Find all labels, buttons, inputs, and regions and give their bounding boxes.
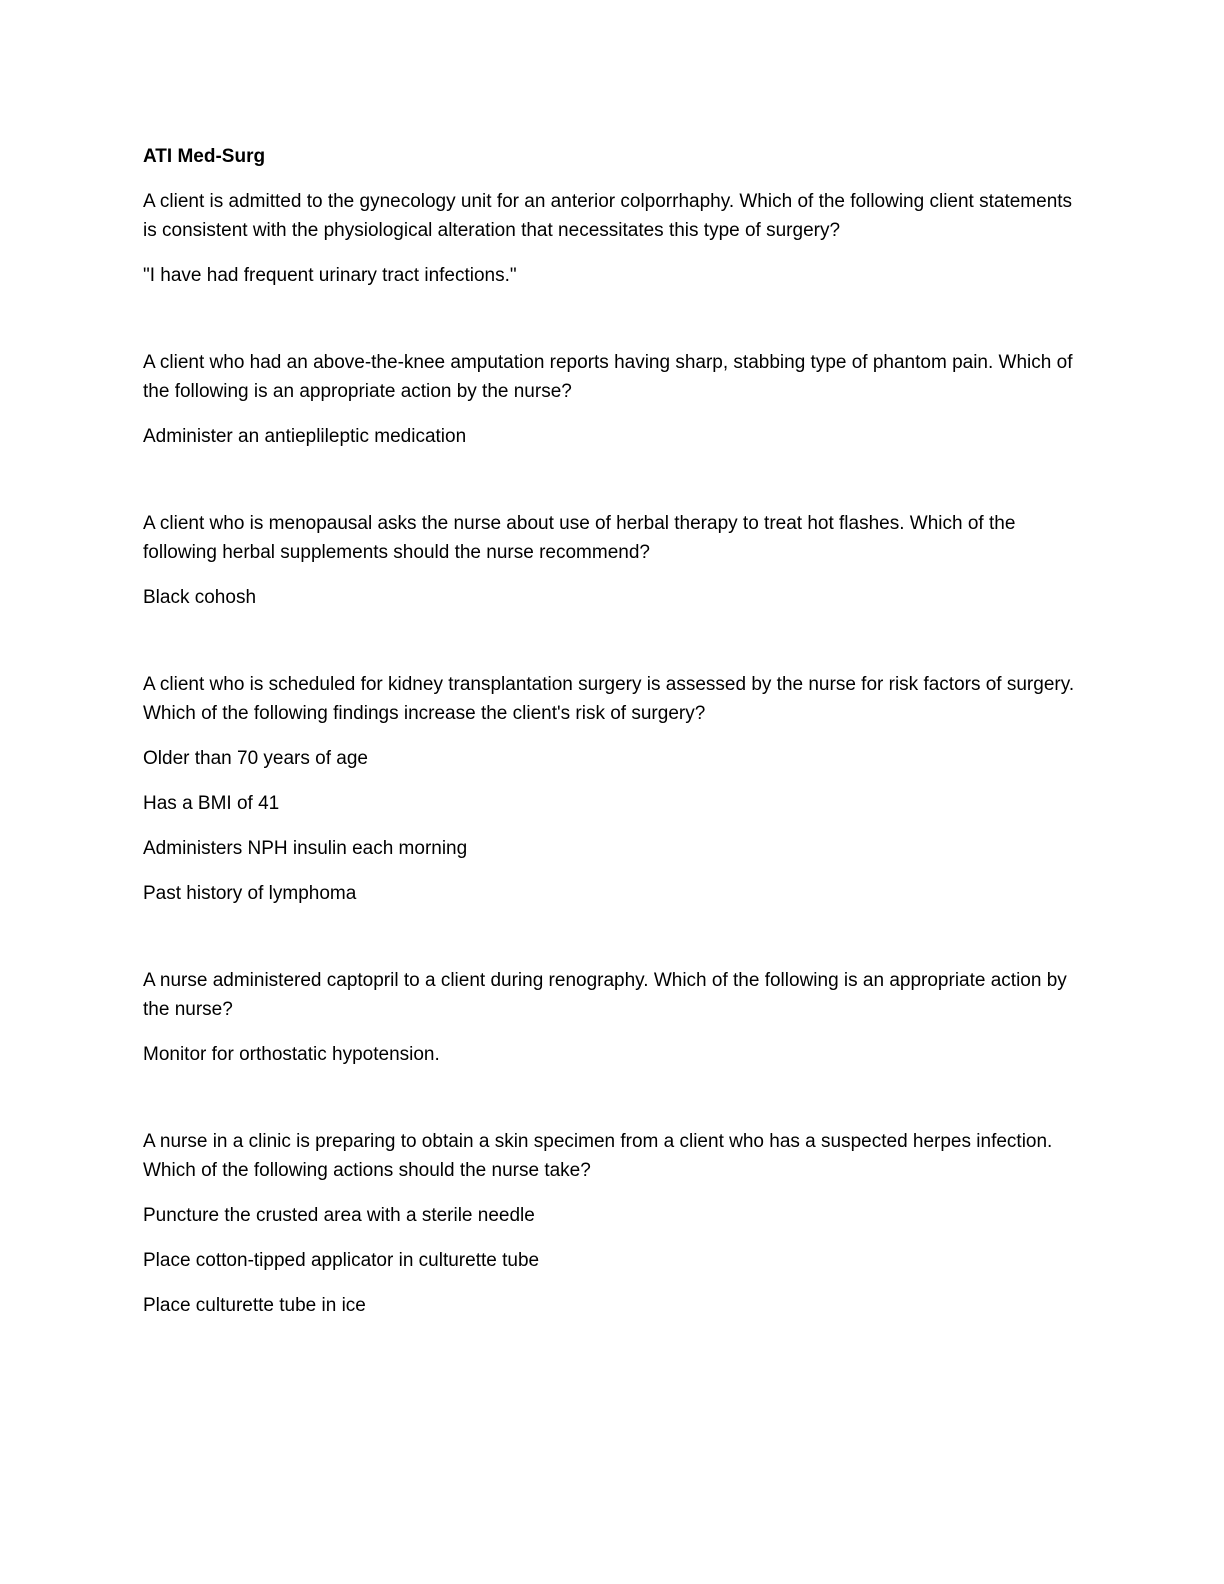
answer-text: Administer an antieplileptic medication — [143, 426, 467, 447]
answer-text: Past history of lymphoma — [143, 883, 357, 904]
answer-text: "I have had frequent urinary tract infections." — [143, 265, 517, 286]
question-block-3 — [143, 509, 1078, 612]
document-page — [143, 143, 1078, 1336]
answer-text: Older than 70 years of age — [143, 748, 368, 769]
answer-text: Puncture the crusted area with a sterile needle — [143, 1205, 535, 1226]
question-text: A nurse in a clinic is preparing to obtain a skin specimen from a client who has a suspected herpes infection. Which of the following actions should the nurse take? — [143, 1131, 1053, 1181]
question-block-1 — [143, 187, 1078, 290]
question-block-6 — [143, 1127, 1078, 1320]
answer-text: Black cohosh — [143, 587, 257, 608]
answer-text: Has a BMI of 41 — [143, 793, 280, 814]
question-text: A client who is scheduled for kidney transplantation surgery is assessed by the nurse for risk factors of surgery. Which of the following findings increase the client's risk of surgery? — [143, 674, 1075, 724]
document-title: ATI Med-Surg — [143, 146, 266, 167]
question-text: A client is admitted to the gynecology unit for an anterior colporrhaphy. Which of the following client statements is consistent with the physiological alteration that necessitates this type of surgery? — [143, 191, 1073, 241]
answer-text: Place culturette tube in ice — [143, 1295, 366, 1316]
answer-text: Monitor for orthostatic hypotension. — [143, 1044, 440, 1065]
question-text: A client who had an above-the-knee amputation reports having sharp, stabbing type of phantom pain. Which of the following is an appropriate action by the nurse? — [143, 352, 1073, 402]
question-block-5 — [143, 966, 1078, 1069]
question-block-4 — [143, 670, 1078, 908]
answer-text: Place cotton-tipped applicator in culturette tube — [143, 1250, 540, 1271]
question-block-2 — [143, 348, 1078, 451]
question-text: A client who is menopausal asks the nurse about use of herbal therapy to treat hot flashes. Which of the following herbal supplements should the nurse recommend? — [143, 513, 1016, 563]
question-text: A nurse administered captopril to a client during renography. Which of the following is an appropriate action by the nurse? — [143, 970, 1067, 1020]
answer-text: Administers NPH insulin each morning — [143, 838, 468, 859]
